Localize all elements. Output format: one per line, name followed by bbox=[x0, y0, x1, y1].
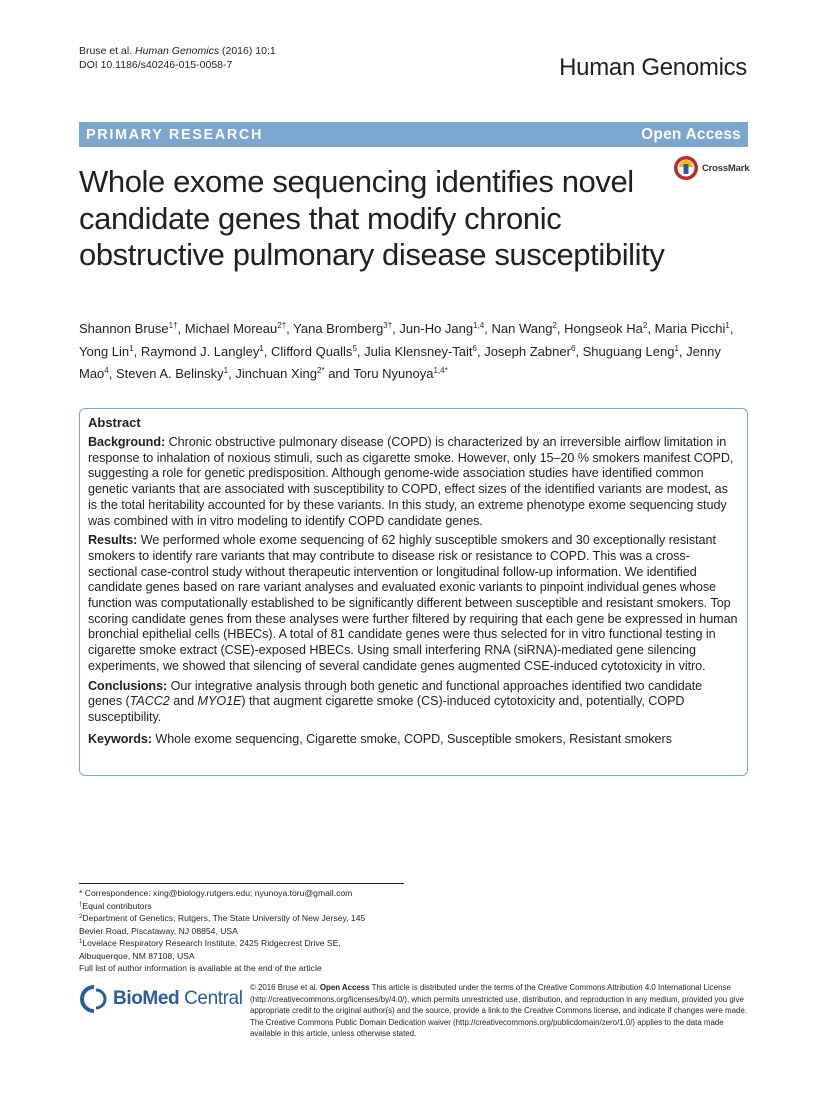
biomed-central-logo[interactable] bbox=[79, 984, 243, 1014]
author-name: Maria Picchi bbox=[654, 321, 726, 336]
author-name: Clifford Qualls bbox=[271, 343, 353, 359]
crossmark-label: CrossMark bbox=[702, 162, 750, 174]
author[interactable] bbox=[353, 366, 447, 381]
author-affiliation-mark: 1 bbox=[129, 343, 134, 353]
aff2-mark: 2 bbox=[79, 914, 83, 920]
aff1-mark: 1 bbox=[79, 939, 83, 945]
crossmark-badge[interactable] bbox=[673, 155, 749, 181]
aff2-line1: Department of Genetics, Rutgers, The State University of New Jersey, 145 bbox=[82, 913, 366, 923]
author-name: Julia Klensney-Tait bbox=[364, 343, 473, 359]
author-name: Yong Lin bbox=[79, 343, 130, 359]
correspondence-note[interactable]: * Correspondence: xing@biology.rutgers.edu; nyunoya.toru@gmail.com bbox=[79, 888, 353, 898]
author-affiliation-mark: 6 bbox=[570, 343, 576, 353]
author-affiliation-mark: 6 bbox=[472, 343, 477, 353]
author-affiliation-mark: 1 bbox=[259, 343, 264, 353]
abstract-heading: Abstract bbox=[88, 415, 141, 430]
author-separator: , bbox=[575, 343, 583, 359]
author-separator: , bbox=[484, 321, 492, 336]
footnotes bbox=[79, 883, 404, 975]
citation-doi[interactable]: DOI 10.1186/s40246-015-0058-7 bbox=[79, 59, 233, 71]
author[interactable] bbox=[564, 321, 647, 336]
author-name: Toru Nyunoya bbox=[353, 366, 434, 381]
author-separator: , bbox=[133, 343, 141, 359]
conclusions-label: Conclusions: bbox=[88, 678, 168, 693]
affiliation-1 bbox=[79, 937, 404, 950]
author-name: Nan Wang bbox=[491, 321, 553, 336]
keywords-label: Keywords: bbox=[88, 731, 152, 746]
full-author-info-note: Full list of author information is available at the end of the article bbox=[79, 963, 322, 973]
author-separator: , bbox=[263, 343, 272, 359]
license-open-access: Open Access bbox=[319, 983, 370, 992]
author-name: Shannon Bruse bbox=[79, 321, 169, 336]
author-separator: , bbox=[356, 343, 365, 359]
author-separator: , bbox=[392, 321, 400, 336]
conclusions-text-post: ) that augment cigarette smoke (CS)-induced cytotoxicity and, potentially, COPD susceptibility. bbox=[88, 694, 685, 724]
article-title: Whole exome sequencing identifies novel candidate genes that modify chronic obstructive pulmonary disease susceptibility bbox=[79, 164, 665, 272]
author-affiliation-mark: 1,4* bbox=[433, 366, 448, 375]
author[interactable] bbox=[141, 344, 264, 359]
author-affiliation-mark: 5 bbox=[352, 343, 357, 353]
conclusions-text-pre: Our integrative analysis through both genetic and functional approaches identified two candidate genes ( bbox=[88, 678, 703, 709]
author[interactable] bbox=[293, 321, 392, 336]
author[interactable] bbox=[399, 321, 484, 336]
author-name: Yana Bromberg bbox=[293, 321, 384, 336]
author-affiliation-mark: 1 bbox=[674, 343, 679, 353]
central-word: Central bbox=[179, 988, 243, 1009]
author-name: Raymond J. Langley bbox=[140, 343, 260, 359]
license-statement bbox=[250, 982, 750, 1040]
author-affiliation-mark: 2† bbox=[277, 321, 287, 330]
author-affiliation-mark: 1,4 bbox=[473, 321, 485, 330]
citation-year-volume: (2016) 10:1 bbox=[222, 45, 276, 57]
gene-tacc2: TACC2 bbox=[129, 694, 170, 709]
results-text: We performed whole exome sequencing of 62 highly susceptible smokers and 30 exceptionally resistant smokers to identify rare variants that may contribute to disease risk or resistance to COPD. This was a cross-sectional case-control study without therapeutic intervention or longitudinal follow-up information. We identified candidate genes based on rare variant analyses and evaluated exonic variants to pinpoint individual genes whose function was computationally established to be significantly different between susceptible and resistant smokers. Top scoring candidate genes from these analyses were further filtered by requiring that each gene be expressed in human bronchial epithelial cells (HBECs). A total of 81 candidate genes were thus selected for in vitro functional testing in cigarette smoke extract (CSE)-exposed HBECs. Using small interfering RNA (siRNA)-mediated gene silencing experiments, we showed that silencing of several candidate genes augmented CSE-induced cytotoxicity in vitro. bbox=[88, 533, 738, 673]
author[interactable] bbox=[79, 344, 134, 359]
author[interactable] bbox=[235, 366, 324, 381]
author-separator: , bbox=[286, 321, 294, 336]
author-separator: , bbox=[556, 321, 565, 336]
author-affiliation-mark: 3† bbox=[383, 321, 393, 330]
citation-header bbox=[79, 44, 276, 72]
author-name: Steven A. Belinsky bbox=[115, 366, 224, 381]
equal-mark: † bbox=[79, 901, 83, 908]
citation-authors: Bruse et al. bbox=[79, 45, 133, 57]
author[interactable] bbox=[79, 321, 178, 336]
author-name: Michael Moreau bbox=[184, 321, 278, 336]
author-separator: , bbox=[678, 343, 687, 359]
conclusions-text-and: and bbox=[169, 694, 198, 709]
author[interactable] bbox=[364, 344, 477, 359]
author-name: Jun-Ho Jang bbox=[399, 321, 474, 336]
author-separator: and bbox=[324, 366, 354, 381]
abstract-results bbox=[88, 533, 739, 674]
biomed-word: BioMed bbox=[113, 988, 180, 1009]
keywords-text: Whole exome sequencing, Cigarette smoke, COPD, Susceptible smokers, Resistant smokers bbox=[155, 731, 672, 746]
author-affiliation-mark: 1 bbox=[725, 321, 730, 330]
author-separator: , bbox=[647, 321, 655, 336]
abstract-conclusions bbox=[88, 679, 739, 726]
author[interactable] bbox=[484, 344, 575, 359]
journal-name: Human Genomics bbox=[559, 54, 747, 81]
abstract-box bbox=[79, 408, 748, 776]
author-name: Shuguang Leng bbox=[582, 343, 675, 359]
author[interactable] bbox=[655, 321, 730, 336]
author-name: Joseph Zabner bbox=[484, 343, 571, 359]
author-list bbox=[79, 318, 754, 386]
author[interactable] bbox=[491, 321, 556, 336]
equal-contributors-note bbox=[79, 900, 404, 913]
author-name: Jinchuan Xing bbox=[235, 366, 318, 381]
background-label: Background: bbox=[88, 435, 166, 449]
article-type-banner bbox=[79, 122, 748, 147]
author[interactable] bbox=[271, 344, 357, 359]
author[interactable] bbox=[116, 366, 228, 381]
biomed-logo-icon bbox=[79, 984, 109, 1014]
author-affiliation-mark: 2 bbox=[552, 321, 557, 330]
crossmark-icon bbox=[673, 155, 699, 181]
author-affiliation-mark: 1 bbox=[223, 366, 229, 375]
author-name: Jenny Mao bbox=[79, 343, 721, 381]
author-separator: , bbox=[476, 343, 485, 359]
license-text: This article is distributed under the terms of the Creative Commons Attribution 4.0 International License (http://creativecommons.org/licenses/by/4.0/), which permits unrestricted use, distribution, and reproduction in any medium, provided you give appropriate credit to the original author(s) and the source, provide a link to the Creative Commons license, and indicate if changes were made. The Creative Commons Public Domain Dedication waiver (http://creativecommons.org/publicdomain/zero/1.0/) applies to the data made available in this article, unless otherwise stated. bbox=[250, 983, 747, 1039]
author[interactable] bbox=[185, 321, 286, 336]
author-affiliation-mark: 2* bbox=[317, 366, 325, 375]
article-type-label: PRIMARY RESEARCH bbox=[86, 126, 264, 143]
aff1-line1: Lovelace Respiratory Research Institute, 2425 Ridgecrest Drive SE, bbox=[82, 938, 341, 948]
affiliation-2 bbox=[79, 912, 404, 925]
author-separator: , bbox=[108, 366, 116, 381]
author-separator: , bbox=[228, 366, 236, 381]
open-access-label: Open Access bbox=[641, 125, 741, 143]
author-affiliation-mark: 4 bbox=[104, 366, 109, 375]
author-name: Hongseok Ha bbox=[564, 321, 643, 336]
equal-text: Equal contributors bbox=[82, 900, 152, 911]
abstract-keywords bbox=[88, 732, 739, 748]
author-affiliation-mark: 2 bbox=[642, 321, 648, 330]
author[interactable] bbox=[583, 344, 679, 359]
results-label: Results: bbox=[88, 533, 138, 548]
author-affiliation-mark: 1† bbox=[168, 321, 178, 330]
abstract-background bbox=[88, 435, 739, 529]
affiliation-2-line2: Bevier Road, Piscataway, NJ 08854, USA bbox=[79, 925, 238, 936]
author-separator: , bbox=[729, 321, 734, 336]
author-separator: , bbox=[177, 321, 185, 336]
gene-myo1e: MYO1E bbox=[197, 694, 242, 709]
affiliation-1-line2: Albuquerque, NM 87108, USA bbox=[79, 950, 195, 961]
citation-journal: Human Genomics bbox=[135, 45, 220, 57]
license-prefix: © 2016 Bruse et al. bbox=[250, 983, 320, 992]
biomed-logo-text bbox=[113, 988, 243, 1010]
background-text: Chronic obstructive pulmonary disease (COPD) is characterized by an irreversible airflow limitation in response to inhalation of noxious stimuli, such as cigarette smoke. However, only 15–20 % smokers manifest COPD, suggesting a role for genetic predisposition. Although genome-wide association studies have identified common genetic variants that are associated with susceptibility to COPD, effect sizes of the identified variants are modest, as is the total heritability accounted for by these variants. In this study, an extreme phenotype exome sequencing study was combined with in vitro modeling to identify COPD candidate genes. bbox=[88, 435, 734, 528]
